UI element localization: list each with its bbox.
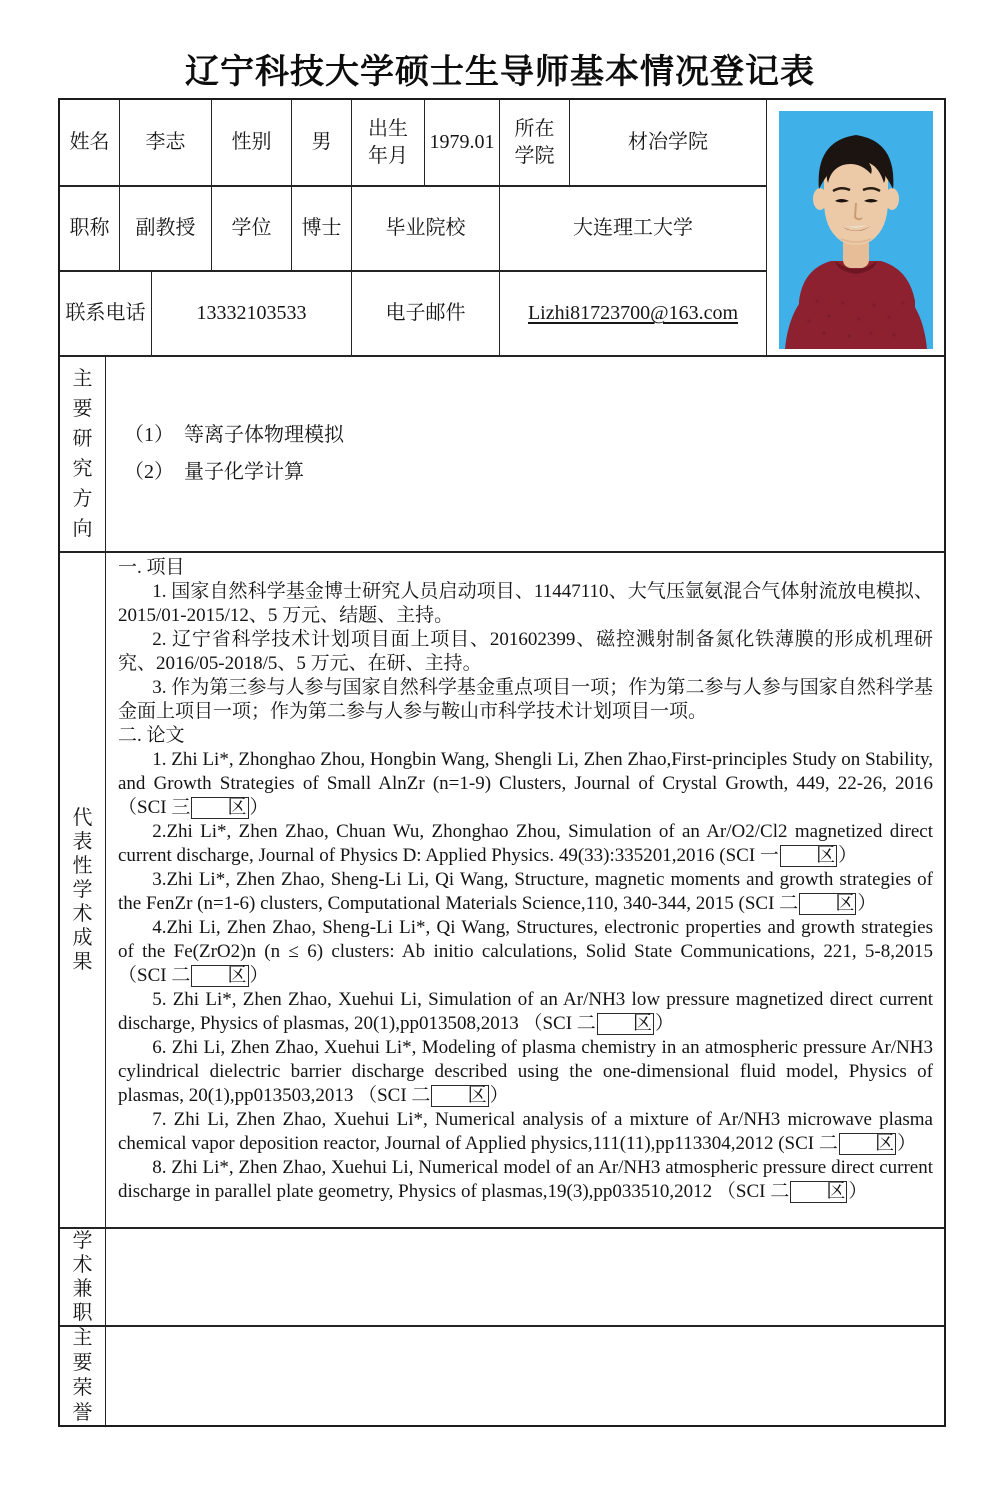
id-photo xyxy=(779,111,933,349)
project-item: 2. 辽宁省科学技术计划项目面上项目、201602399、磁控溅射制备氮化铁薄膜的形成机理研究、2016/05-2018/5、5 万元、在研、主持。 xyxy=(118,629,933,674)
job-title-label: 职称 xyxy=(60,187,120,270)
degree-value: 博士 xyxy=(292,187,352,270)
academic-positions-content xyxy=(106,1229,944,1325)
achievements-content xyxy=(106,553,944,1227)
birth-label: 出生年月 xyxy=(368,117,408,167)
project-item: 1. 国家自然科学基金博士研究人员启动项目、11447110、大气压氩氨混合气体射流放电模拟、2015/01-2015/12、5 万元、结题、主持。 xyxy=(118,581,933,626)
section-heading-papers: 二. 论文 xyxy=(118,725,185,746)
research-directions-label: 主要研究方向 xyxy=(72,368,93,540)
table-row-name xyxy=(60,100,766,187)
publication-item: 1. Zhi Li*, Zhonghao Zhou, Hongbin Wang, Shengli Li, Zhen Zhao,First-principles Study on Stability, and Growth Strategies of Small AlnZr (n=1-9) Clusters, Journal of Crystal Growth, 449, 22-26, 2016 （SCI 三 区 ） xyxy=(118,749,933,818)
publication-item: 8. Zhi Li*, Zhen Zhao, Xuehui Li, Numerical model of an Ar/NH3 atmospheric pressure direct current discharge in parallel plate geometry, Physics of plasmas,19(3),pp033510,2012 （SCI 二 区 ） xyxy=(118,1157,933,1202)
publication-item: 5. Zhi Li*, Zhen Zhao, Xuehui Li, Simulation of an Ar/NH3 low pressure magnetized direct current discharge, Physics of plasmas, 20(1),pp013508,2013 （SCI 二 区 ） xyxy=(118,989,933,1034)
honors-label: 主要荣誉 xyxy=(72,1327,93,1424)
publication-item: 4.Zhi Li, Zhen Zhao, Sheng-Li Li*, Qi Wang, Structures, electronic properties and growth strategies of the Fe(ZrO2)n (n ≤ 6) clusters: Ab initio calculations, Solid State Communications, 221, 5-8,2015 （SCI 二 区 ） xyxy=(118,917,933,986)
job-title-value: 副教授 xyxy=(120,187,212,270)
honors-label-col xyxy=(60,1327,106,1425)
table-row-title xyxy=(60,187,766,272)
college-label: 所在学院 xyxy=(514,117,555,167)
publication-item: 7. Zhi Li, Zhen Zhao, Xuehui Li*, Numerical analysis of a mixture of Ar/NH3 microwave plasma chemical vapor deposition reactor, Journal of Applied physics,111(11),pp113304,2012 (SCI 二 区 ） xyxy=(118,1109,933,1154)
academic-positions-row xyxy=(60,1229,944,1327)
achievements-label-col xyxy=(60,553,106,1227)
email-label: 电子邮件 xyxy=(352,272,500,355)
basic-info-section xyxy=(60,100,944,357)
name-value: 李志 xyxy=(120,100,212,185)
academic-positions-label-col xyxy=(60,1229,106,1325)
gender-value: 男 xyxy=(292,100,352,185)
achievements-row xyxy=(60,553,944,1229)
basic-info-grid xyxy=(60,100,766,355)
name-label: 姓名 xyxy=(60,100,120,185)
graduate-school-value: 大连理工大学 xyxy=(573,217,693,239)
project-item: 3. 作为第三参与人参与国家自然科学基金重点项目一项；作为第二参与人参与国家自然科学基金面上项目一项；作为第二参与人参与鞍山市科学技术计划项目一项。 xyxy=(118,677,933,722)
photo-cell xyxy=(766,100,944,355)
publication-item: 3.Zhi Li*, Zhen Zhao, Sheng-Li Li, Qi Wang, Structure, magnetic moments and growth strategies of the FenZr (n=1-6) clusters, Computational Materials Science,110, 340-344, 2015 (SCI 二 区 ） xyxy=(118,869,933,914)
college-value: 材冶学院 xyxy=(628,131,708,153)
publication-item: 6. Zhi Li, Zhen Zhao, Xuehui Li*, Modeling of plasma chemistry in an atmospheric pressure Ar/NH3 cylindrical dielectric barrier discharge described using the one-dimensional fluid model, Physics of plasmas, 20(1),pp013503,2013 （SCI 二 区 ） xyxy=(118,1037,933,1106)
email-link[interactable]: Lizhi81723700@163.com xyxy=(527,302,739,324)
section-heading-projects: 一. 项目 xyxy=(118,557,185,578)
research-item: （2） 量子化学计算 xyxy=(124,461,304,483)
phone-value: 13332103533 xyxy=(152,272,352,355)
phone-label: 联系电话 xyxy=(60,272,152,355)
achievements-label: 代表性学术成果 xyxy=(72,807,93,973)
research-directions-content xyxy=(106,357,944,551)
academic-positions-label: 学术兼职 xyxy=(72,1230,93,1324)
honors-content xyxy=(106,1327,944,1425)
graduate-school-label: 毕业院校 xyxy=(352,187,500,270)
research-directions-row xyxy=(60,357,944,553)
research-item: （1） 等离子体物理模拟 xyxy=(124,424,344,446)
research-directions-label-col xyxy=(60,357,106,551)
birth-value: 1979.01 xyxy=(425,100,500,185)
honors-row xyxy=(60,1327,944,1425)
degree-label: 学位 xyxy=(212,187,292,270)
publication-item: 2.Zhi Li*, Zhen Zhao, Chuan Wu, Zhonghao Zhou, Simulation of an Ar/O2/Cl2 magnetized direct current discharge, Journal of Physics D: Applied Physics. 49(33):335201,2016 (SCI 一 区 ） xyxy=(118,821,933,866)
info-table xyxy=(58,98,946,1427)
page-title: 辽宁科技大学硕士生导师基本情况登记表 xyxy=(185,53,815,91)
email-cell xyxy=(500,272,766,355)
gender-label: 性别 xyxy=(212,100,292,185)
table-row-contact xyxy=(60,272,766,355)
